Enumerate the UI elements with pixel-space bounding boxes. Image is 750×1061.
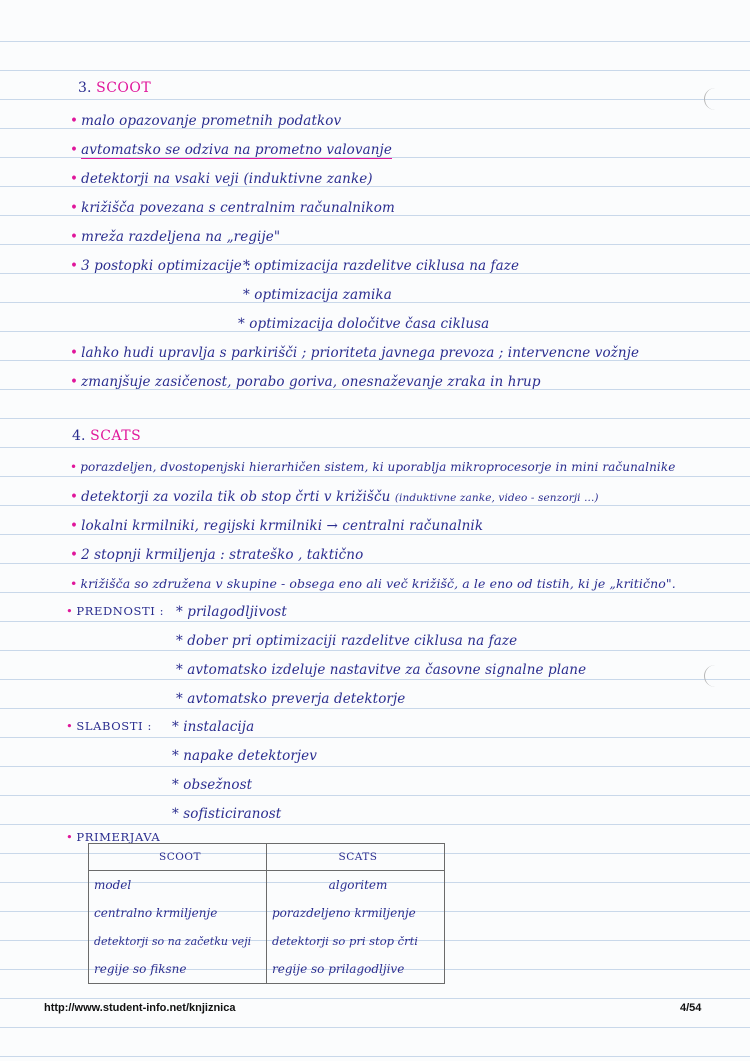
optimization-item: * optimizacija razdelitve ciklusa na faze (243, 258, 520, 274)
column-header-scoot: SCOOT (89, 844, 267, 871)
list-item: • detektorji za vozila tik ob stop črti v križišču (induktivne zanke, video - senzorji ...) (70, 489, 599, 505)
bullet-dot: • (66, 719, 74, 733)
list-item: • križišča povezana s centralnim računalnikom (70, 200, 395, 216)
table-cell: regije so fiksne (89, 955, 267, 984)
list-item: • mreža razdeljena na „regije" (70, 229, 281, 245)
table-cell: centralno krmiljenje (89, 899, 267, 927)
advantage-item: * avtomatsko preverja detektorje (176, 691, 406, 707)
table-cell: algoritem (267, 871, 445, 900)
table-cell: regije so prilagodljive (267, 955, 445, 984)
table-cell: model (89, 871, 267, 900)
list-item: • detektorji na vsaki veji (induktivne zanke) (70, 171, 373, 187)
punch-hole-mark (704, 88, 718, 110)
list-item: • porazdeljen, dvostopenjski hierarhičen sistem, ki uporablja mikroprocesorje in mini računalnike (70, 460, 676, 474)
disadvantage-item: * sofisticiranost (172, 806, 282, 822)
table-row (89, 899, 445, 927)
bullet-dot: • (70, 460, 78, 474)
advantage-item: * prilagodljivost (176, 604, 287, 620)
table-header-row (89, 844, 445, 871)
primerjava-label: • PRIMERJAVA (66, 830, 161, 844)
punch-hole-mark (704, 665, 718, 687)
optimization-item: * optimizacija zamika (243, 287, 392, 303)
bullet-dot: • (66, 830, 74, 844)
section-heading-scats: 4. SCATS (72, 428, 142, 444)
section-title: SCOOT (96, 80, 152, 96)
advantage-item: * dober pri optimizaciji razdelitve ciklusa na faze (176, 633, 518, 649)
bullet-dot: • (70, 518, 79, 534)
list-item: • zmanjšuje zasičenost, porabo goriva, onesnaževanje zraka in hrup (70, 374, 541, 390)
annotation-note: (induktivne zanke, video - senzorji ...) (394, 492, 599, 504)
table-row (89, 955, 445, 984)
list-item: • malo opazovanje prometnih podatkov (70, 113, 342, 129)
section-title: SCATS (90, 428, 142, 444)
table-cell: detektorji so na začetku veji (89, 927, 267, 955)
bullet-dot: • (70, 113, 79, 129)
bullet-dot: • (70, 374, 79, 390)
bullet-dot: • (70, 258, 79, 274)
disadvantage-item: * napake detektorjev (172, 748, 317, 764)
bullet-dot: • (70, 229, 79, 245)
bullet-dot: • (70, 547, 79, 563)
bullet-dot: • (70, 142, 79, 158)
bullet-dot: • (70, 489, 79, 505)
disadvantage-item: * obsežnost (172, 777, 253, 793)
optimization-item: * optimizacija določitve časa ciklusa (238, 316, 490, 332)
page-number: 4/54 (680, 1002, 702, 1014)
table-row (89, 927, 445, 955)
bullet-dot: • (70, 345, 79, 361)
bullet-dot: • (70, 171, 79, 187)
bullet-dot: • (66, 604, 74, 618)
comparison-table (88, 843, 445, 984)
list-item: • lahko hudi upravlja s parkirišči ; prioriteta javnega prevoza ; intervencne vožnje (70, 345, 640, 361)
list-item: • 2 stopnji krmiljenja : strateško , taktično (70, 547, 364, 563)
slabosti-label: • SLABOSTI : (66, 719, 152, 733)
section-heading-scoot: 3. SCOOT (78, 80, 152, 96)
optimization-label: • 3 postopki optimizacije : (70, 258, 251, 274)
table-row (89, 871, 445, 900)
list-item: • avtomatsko se odziva na prometno valovanje (70, 142, 392, 158)
advantage-item: * avtomatsko izdeluje nastavitve za časovne signalne plane (176, 662, 587, 678)
disadvantage-item: * instalacija (172, 719, 255, 735)
list-item: • lokalni krmilniki, regijski krmilniki → centralni računalnik (70, 518, 484, 534)
footer-url: http://www.student-info.net/knjiznica (44, 1002, 236, 1014)
column-header-scats: SCATS (267, 844, 445, 871)
table-cell: porazdeljeno krmiljenje (267, 899, 445, 927)
bullet-dot: • (70, 576, 78, 591)
bullet-dot: • (70, 200, 79, 216)
list-item: • križišča so združena v skupine - obsega eno ali več križišč, a le eno od tistih, ki je „kritično". (70, 576, 676, 591)
table-cell: detektorji so pri stop črti (267, 927, 445, 955)
prednosti-label: • PREDNOSTI : (66, 604, 165, 618)
